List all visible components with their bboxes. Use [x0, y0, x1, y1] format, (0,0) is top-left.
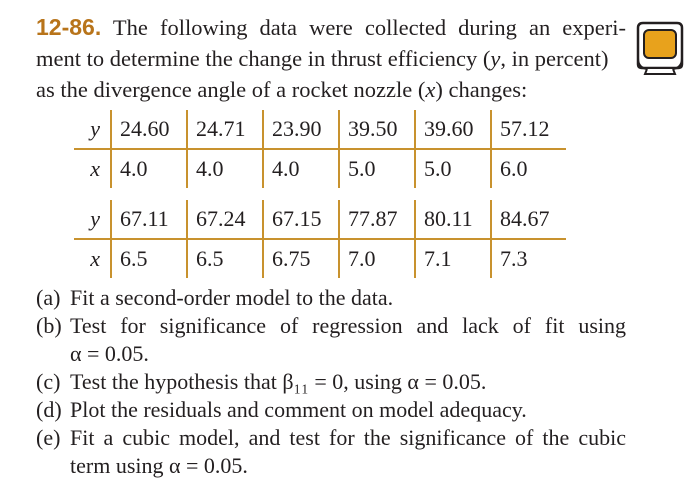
x-label: x: [74, 239, 111, 278]
part-text-continuation: term using α = 0.05.: [70, 453, 248, 478]
problem-statement: [36, 12, 626, 105]
part-label: (e): [36, 425, 61, 450]
table-cell: 67.15: [263, 200, 339, 239]
part-c: [36, 368, 626, 396]
table-cell: 6.5: [187, 239, 263, 278]
problem-line-1: 12-86. The following data were collected during an experi-: [36, 14, 626, 40]
table-cell: 67.11: [111, 200, 187, 239]
problem-number: 12-86.: [36, 14, 102, 40]
computer-monitor-icon: [635, 20, 685, 76]
table-row-y: [74, 200, 566, 239]
table-cell: 4.0: [187, 149, 263, 188]
table-cell: 7.3: [500, 246, 528, 271]
table-cell: 5.0: [339, 149, 415, 188]
data-table-1: [74, 110, 566, 188]
part-b: [36, 312, 626, 368]
table-cell: 24.71: [187, 110, 263, 149]
table-cell: 4.0: [111, 149, 187, 188]
table-cell: 6.5: [111, 239, 187, 278]
problem-line-2: ment to determine the change in thrust efficiency (y, in percent): [36, 46, 609, 71]
table-cell: 4.0: [263, 149, 339, 188]
part-label: (b): [36, 313, 62, 338]
y-label: y: [74, 110, 111, 149]
table-cell: 84.67: [491, 200, 566, 239]
table-cell: 67.24: [187, 200, 263, 239]
part-d: [36, 396, 626, 424]
part-label: (d): [36, 397, 62, 422]
part-text: Fit a cubic model, and test for the significance of the cubic: [70, 425, 626, 450]
part-label: (c): [36, 369, 61, 394]
table-cell: 57.12: [491, 110, 566, 149]
part-text-continuation: α = 0.05.: [70, 341, 149, 366]
table-row-x: [74, 149, 566, 188]
table-cell: 39.50: [339, 110, 415, 149]
part-text: Fit a second-order model to the data.: [70, 285, 394, 310]
x-label: x: [74, 149, 111, 188]
part-a: [36, 284, 626, 312]
table-cell: 6.0: [500, 156, 528, 181]
table-cell: 7.0: [339, 239, 415, 278]
table-cell: 77.87: [339, 200, 415, 239]
y-label: y: [74, 200, 111, 239]
part-label: (a): [36, 285, 61, 310]
table-cell: 24.60: [111, 110, 187, 149]
question-parts-list: [36, 284, 626, 480]
table-cell: 6.75: [263, 239, 339, 278]
table-cell: 80.11: [415, 200, 491, 239]
part-text: Test the hypothesis that β₁₁ = 0, using α = 0.05.: [70, 369, 487, 394]
part-e: [36, 424, 626, 480]
table-cell: 23.90: [263, 110, 339, 149]
table-row-y: [74, 110, 566, 149]
table-row-x: [74, 239, 566, 278]
table-cell: 7.1: [415, 239, 491, 278]
part-text: Plot the residuals and comment on model adequacy.: [70, 397, 527, 422]
data-table-2: [74, 200, 566, 278]
part-text: Test for significance of regression and lack of fit using: [70, 313, 626, 338]
problem-line-3: as the divergence angle of a rocket nozzle (x) changes:: [36, 77, 528, 102]
table-cell: 5.0: [415, 149, 491, 188]
table-cell: 39.60: [415, 110, 491, 149]
